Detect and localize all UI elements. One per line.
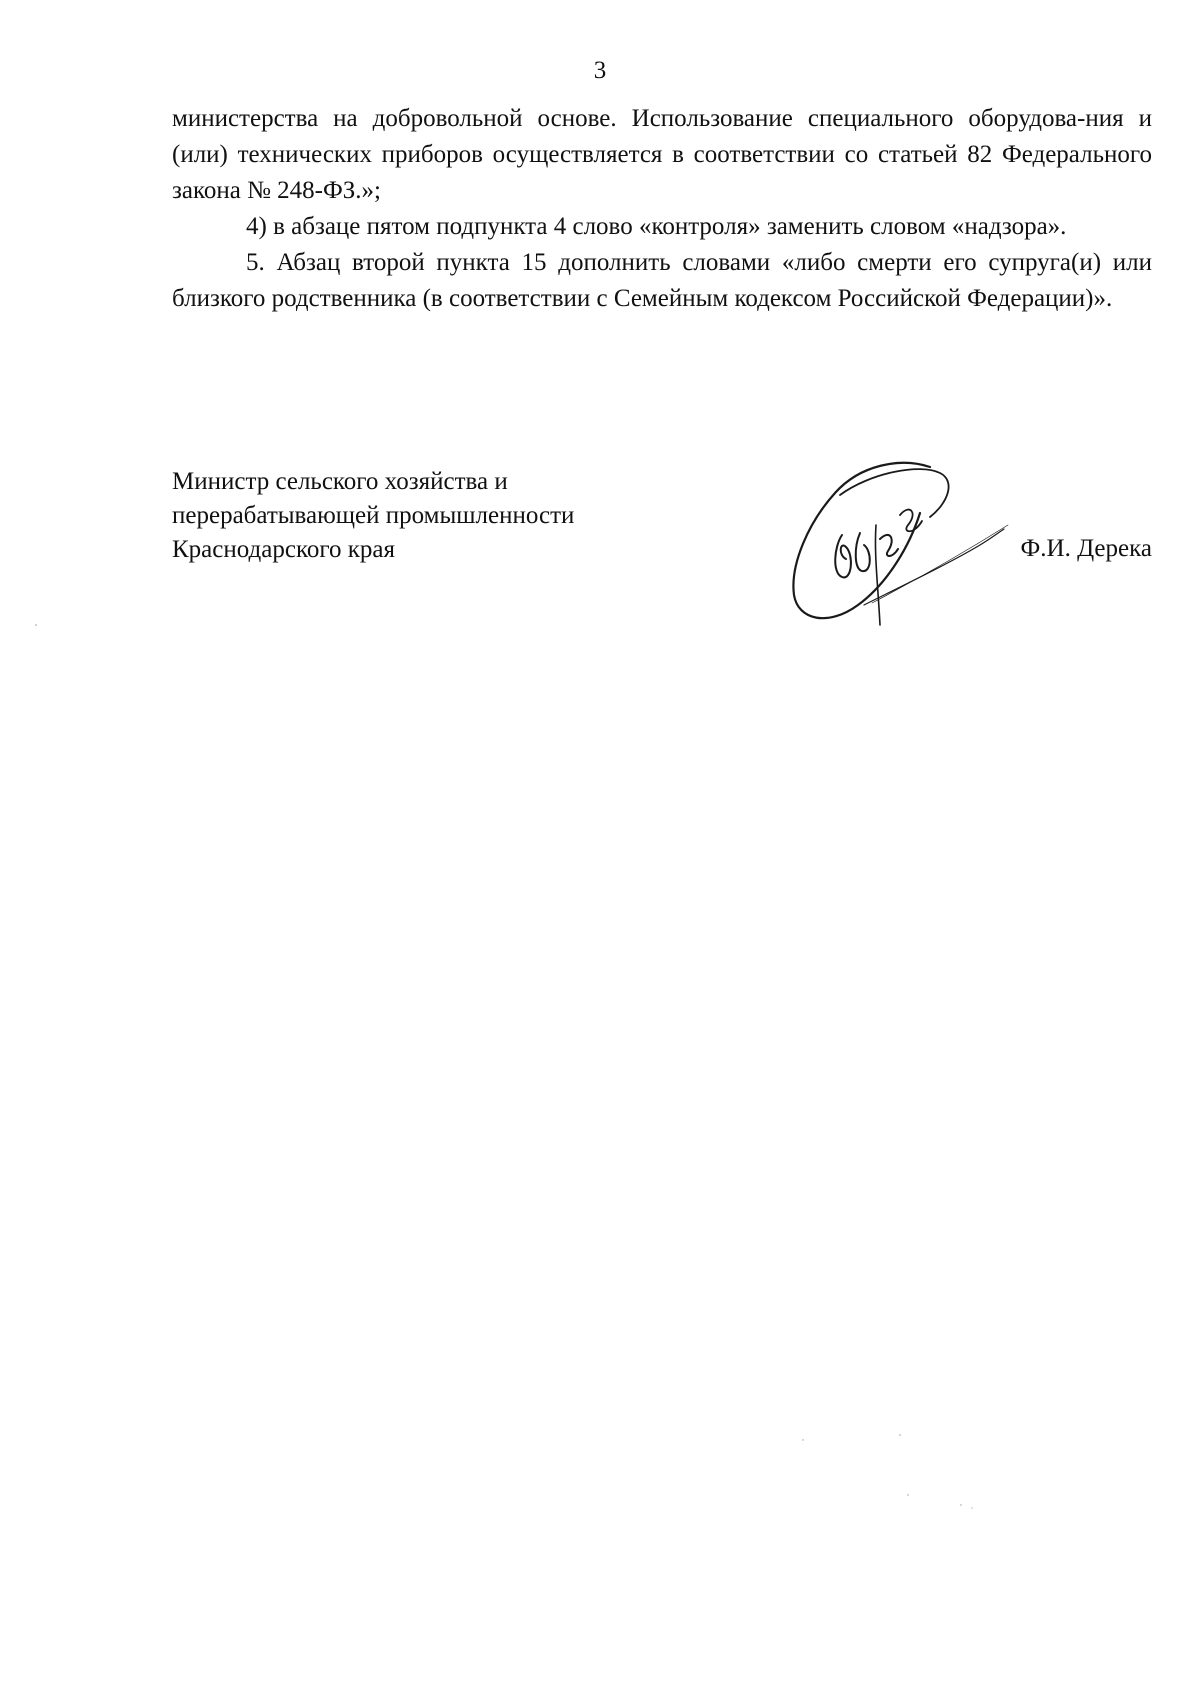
scan-speck (971, 1507, 972, 1508)
handwritten-signature (780, 455, 1020, 635)
paragraph-continuation: министерства на добровольной основе. Использование специального оборудова-ния и (или) технических приборов осуществляется в соответствии со статьей 82 Федерального закона № 248-ФЗ.»; (172, 105, 1152, 204)
scan-speck (35, 624, 37, 626)
page-number: 3 (593, 57, 607, 84)
signature-loop-stroke (793, 463, 930, 618)
signature-letter-stroke (875, 525, 880, 625)
signature-letter-stroke (856, 533, 870, 571)
scan-speck (802, 1439, 803, 1440)
body-text (172, 101, 1152, 317)
paragraph-item-4: 4) в абзаце пятом подпункта 4 слово «контроля» заменить словом «надзора». (246, 213, 1067, 240)
signatory-title (172, 465, 672, 567)
scan-speck (907, 1494, 908, 1495)
signature-letter-stroke (880, 535, 898, 556)
scan-speck (899, 1434, 900, 1435)
paragraph-item-5: 5. Абзац второй пункта 15 дополнить словами «либо смерти его супруга(и) или близкого родственника (в соответствии с Семейным кодексом Российской Федерации)». (172, 249, 1152, 312)
signatory-title-line: Министр сельского хозяйства и (172, 468, 508, 495)
signature-letter-stroke (835, 535, 851, 577)
signatory-name: Ф.И. Дерека (1020, 535, 1152, 562)
signatory-title-line: Краснодарского края (172, 536, 395, 563)
signatory-title-line: перерабатывающей промышленности (172, 502, 575, 529)
scan-speck (960, 1504, 961, 1505)
signature-letter-stroke (900, 510, 922, 532)
